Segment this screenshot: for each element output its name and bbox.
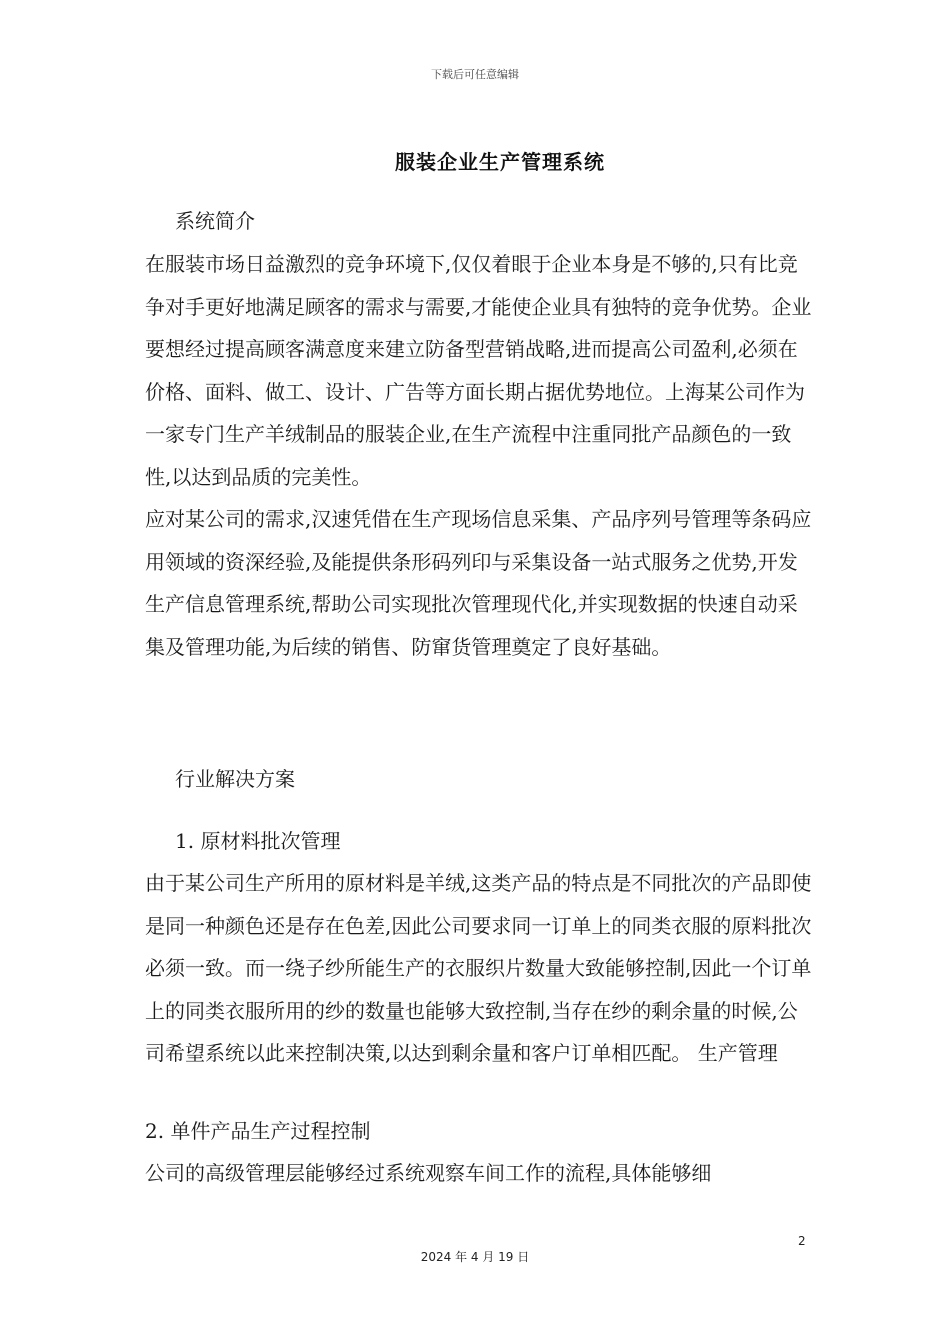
solutions-heading: 行业解决方案 — [175, 767, 295, 791]
intro-body — [145, 243, 813, 668]
document-title: 服装企业生产管理系统 — [395, 150, 605, 174]
intro-heading: 系统简介 — [175, 209, 255, 233]
item1-heading: 1. 原材料批次管理 — [175, 829, 341, 853]
item2-body — [145, 1152, 813, 1195]
footer-date: 2024 年 4 月 19 日 — [420, 1250, 530, 1264]
intro-paragraph-1: 在服装市场日益激烈的竞争环境下,仅仅着眼于企业本身是不够的,只有比竞争对手更好地满足顾客的需求与需要,才能使企业具有独特的竞争优势。企业要想经过提高顾客满意度来建立防备型营销战略,进而提高公司盈利,必须在价格、面料、做工、设计、广告等方面长期占据优势地位。上海某公司作为一家专门生产羊绒制品的服装企业,在生产流程中注重同批产品颜色的一致性,以达到品质的完美性。 — [145, 252, 812, 489]
header-note: 下载后可任意编辑 — [431, 68, 519, 81]
intro-paragraph-2: 应对某公司的需求,汉速凭借在生产现场信息采集、产品序列号管理等条码应用领域的资深经验,及能提供条形码列印与采集设备一站式服务之优势,开发生产信息管理系统,帮助公司实现批次管理现代化,并实现数据的快速自动采集及管理功能,为后续的销售、防窜货管理奠定了良好基础。 — [145, 507, 812, 659]
item1-paragraph: 由于某公司生产所用的原材料是羊绒,这类产品的特点是不同批次的产品即使是同一种颜色还是存在色差,因此公司要求同一订单上的同类衣服的原料批次必须一致。而一绕子纱所能生产的衣服织片数量大致能够控制,因此一个订单上的同类衣服所用的纱的数量也能够大致控制,当存在纱的剩余量的时候,公司希望系统以此来控制决策,以达到剩余量和客户订单相匹配。 生产管理 — [145, 871, 812, 1065]
item2-heading: 2. 单件产品生产过程控制 — [145, 1119, 371, 1143]
page-number: 2 — [798, 1234, 806, 1248]
item2-paragraph: 公司的高级管理层能够经过系统观察车间工作的流程,具体能够细 — [145, 1161, 712, 1185]
item1-body — [145, 862, 813, 1075]
